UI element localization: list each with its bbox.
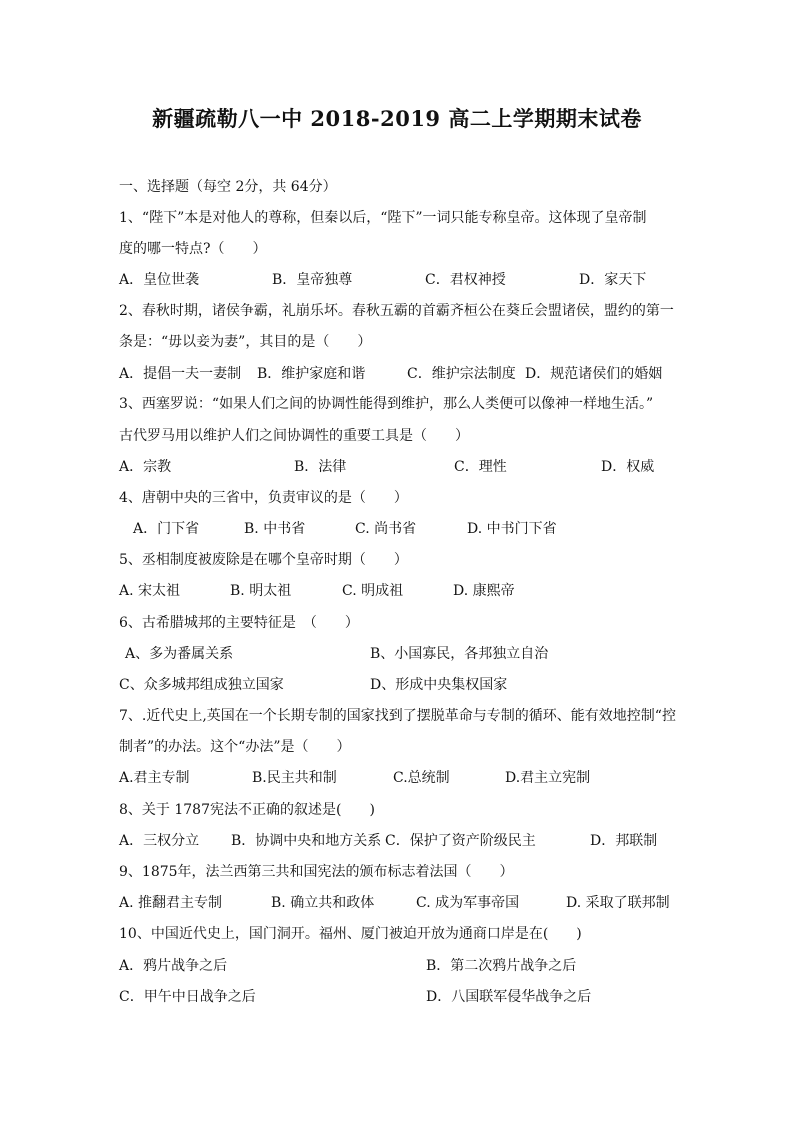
option-c: C、众多城邦组成独立国家 (119, 677, 284, 693)
option-c: C. 成为军事帝国 (416, 895, 520, 911)
option-a: A. 宋太祖 (119, 583, 181, 599)
option-c: C．理性 (454, 459, 507, 475)
option-c: C. 明成祖 (342, 583, 404, 599)
option-c: C.总统制 (393, 770, 450, 786)
option-b: B. 中书省 (244, 521, 306, 537)
section-heading: 一、选择题（每空 2分，共 64分） (119, 179, 337, 195)
question-3-line-2: 古代罗马用以维护人们之间协调性的重要工具是（ ） (119, 428, 469, 444)
option-a: A．三权分立 (119, 833, 200, 849)
question-6-line-1: 6、古希腊城邦的主要特征是 （ ） (119, 615, 359, 631)
option-d: D．家天下 (579, 272, 647, 288)
question-3-line-1: 3、西塞罗说：“如果人们之间的协调性能得到维护，那么人类便可以像神一样地生活。” (119, 396, 654, 412)
option-d: D．权威 (601, 459, 655, 475)
option-a: A．宗教 (119, 459, 172, 475)
question-5-line-1: 5、丞相制度被废除是在哪个皇帝时期（ ） (119, 552, 408, 568)
question-10-line-1: 10、中国近代史上，国门洞开。福州、厦门被迫开放为通商口岸是在( ) (119, 926, 582, 942)
option-c: C．维护宗法制度 (407, 366, 516, 382)
question-9-line-1: 9、1875年，法兰西第三共和国宪法的颁布标志着法国（ ） (119, 864, 514, 880)
option-c: C．君权神授 (425, 272, 506, 288)
option-b: B、小国寡民，各邦独立自治 (370, 646, 549, 662)
option-d: D、形成中央集权国家 (370, 677, 508, 693)
option-a: A.君主专制 (119, 770, 190, 786)
option-a: A. 推翻君主专制 (119, 895, 223, 911)
option-a: A．门下省 (133, 521, 200, 537)
option-d: D．规范诸侯们的婚姻 (525, 366, 663, 382)
option-b: B. 明太祖 (230, 583, 292, 599)
option-b: B．协调中央和地方关系 (231, 833, 382, 849)
exam-title: 新疆疏勒八一中 2018-2019 高二上学期期末试卷 (152, 106, 642, 131)
option-b: B．皇帝独尊 (272, 272, 353, 288)
question-2-line-2: 条是：“毋以妾为妻”，其目的是（ ） (119, 334, 372, 350)
option-d: D. 采取了联邦制 (566, 895, 670, 911)
question-4-line-1: 4、唐朝中央的三省中，负责审议的是（ ） (119, 490, 408, 506)
option-a: A．提倡一夫一妻制 (119, 366, 242, 382)
option-a: A．皇位世袭 (119, 272, 200, 288)
option-d: D．八国联军侵华战争之后 (426, 989, 592, 1005)
option-b: B．法律 (294, 459, 347, 475)
option-d: D. 中书门下省 (467, 521, 557, 537)
question-8-line-1: 8、关于 1787宪法不正确的叙述是( ) (119, 802, 375, 818)
option-c: C. 尚书省 (355, 521, 417, 537)
question-1-line-1: 1、“陛下”本是对他人的尊称，但秦以后，“陛下”一词只能专称皇帝。这体现了皇帝制 (119, 210, 647, 226)
option-d: D．邦联制 (590, 833, 658, 849)
option-c: C．甲午中日战争之后 (119, 989, 256, 1005)
option-d: D. 康熙帝 (453, 583, 515, 599)
option-b: B．维护家庭和谐 (257, 366, 366, 382)
option-a: A、多为番属关系 (125, 646, 234, 662)
option-b: B. 确立共和政体 (271, 895, 375, 911)
question-7-line-2: 制者”的办法。这个“办法”是（ ） (119, 739, 351, 755)
question-7-line-1: 7、.近代史上,英国在一个长期专制的国家找到了摆脱革命与专制的循环、能有效地控制“控 (119, 708, 676, 724)
question-1-line-2: 度的哪一特点?（ ） (119, 241, 267, 257)
option-c: C．保护了资产阶级民主 (385, 833, 536, 849)
option-b: B.民主共和制 (252, 770, 337, 786)
question-2-line-1: 2、春秋时期，诸侯争霸，礼崩乐坏。春秋五霸的首霸齐桓公在葵丘会盟诸侯，盟约的第一 (119, 303, 674, 319)
option-d: D.君主立宪制 (505, 770, 591, 786)
option-b: B．第二次鸦片战争之后 (426, 958, 577, 974)
option-a: A．鸦片战争之后 (119, 958, 228, 974)
